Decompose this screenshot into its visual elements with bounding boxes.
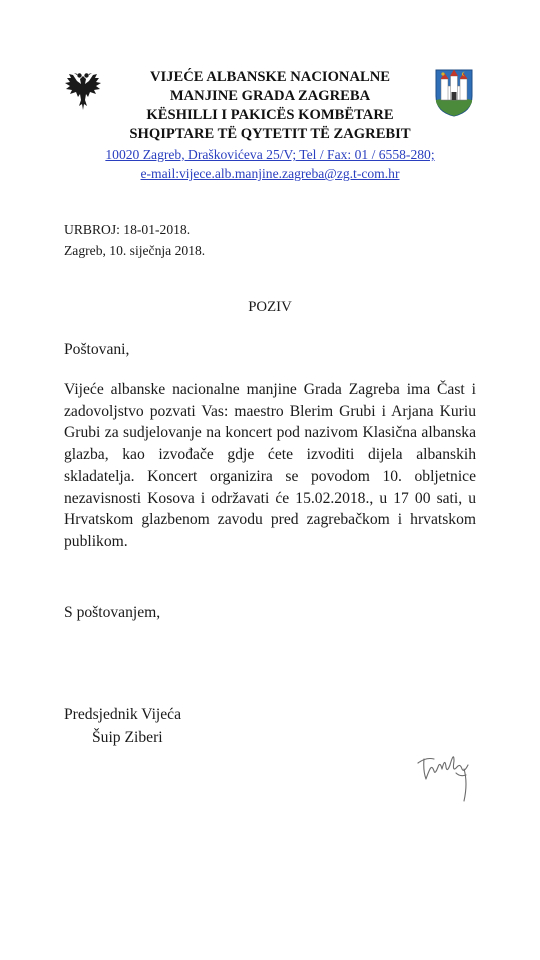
signatory-role: Predsjednik Vijeća [64,706,181,723]
document-title: POZIV [248,299,292,315]
invitation-body: Vijeće albanske nacionalne manjine Grada Zagreba ima Čast i zadovoljstvo pozvati Vas: maestro Blerim Grubi i Arjana Kuriu Grubi za sudjelovanje na koncert pod nazivom Klasična albanska glazba, kao izvođače gdje ćete izvoditi dijela albanskih skladatelja. Koncert organizira se povodom 10. obljetnice nezavisnosti Kosova i održavati će 15.02.2018., u 17 00 sati, u Hrvatskom glazbenom zavodu pred zagrebačkom i hrvatskom publikom. [64,381,476,550]
reference-number: URBROJ: 18-01-2018. [64,222,191,237]
council-name-albanian-line2: SHQIPTARE TË QYTETIT TË ZAGREBIT [129,126,411,142]
handwritten-signature [412,743,480,805]
document-date: Zagreb, 10. siječnja 2018. [64,243,206,258]
signatory-name: Šuip Ziberi [92,729,163,746]
council-name-croatian-line2: MANJINE GRADA ZAGREBA [169,88,371,104]
greeting: Poštovani, [64,341,130,358]
contact-email-link[interactable]: e-mail:vijece.alb.manjine.zagreba@zg.t-com.hr [140,166,400,181]
contact-address: 10020 Zagreb, Draškovićeva 25/V; Tel / Fax: 01 / 6558-280; [105,147,435,162]
council-name-croatian-line1: VIJEĆE ALBANSKE NACIONALNE [149,69,391,85]
albanian-eagle-emblem-icon [63,66,103,116]
closing-salutation: S poštovanjem, [64,604,161,621]
council-name-albanian-line1: KËSHILLI I PAKICËS KOMBËTARE [146,107,394,123]
